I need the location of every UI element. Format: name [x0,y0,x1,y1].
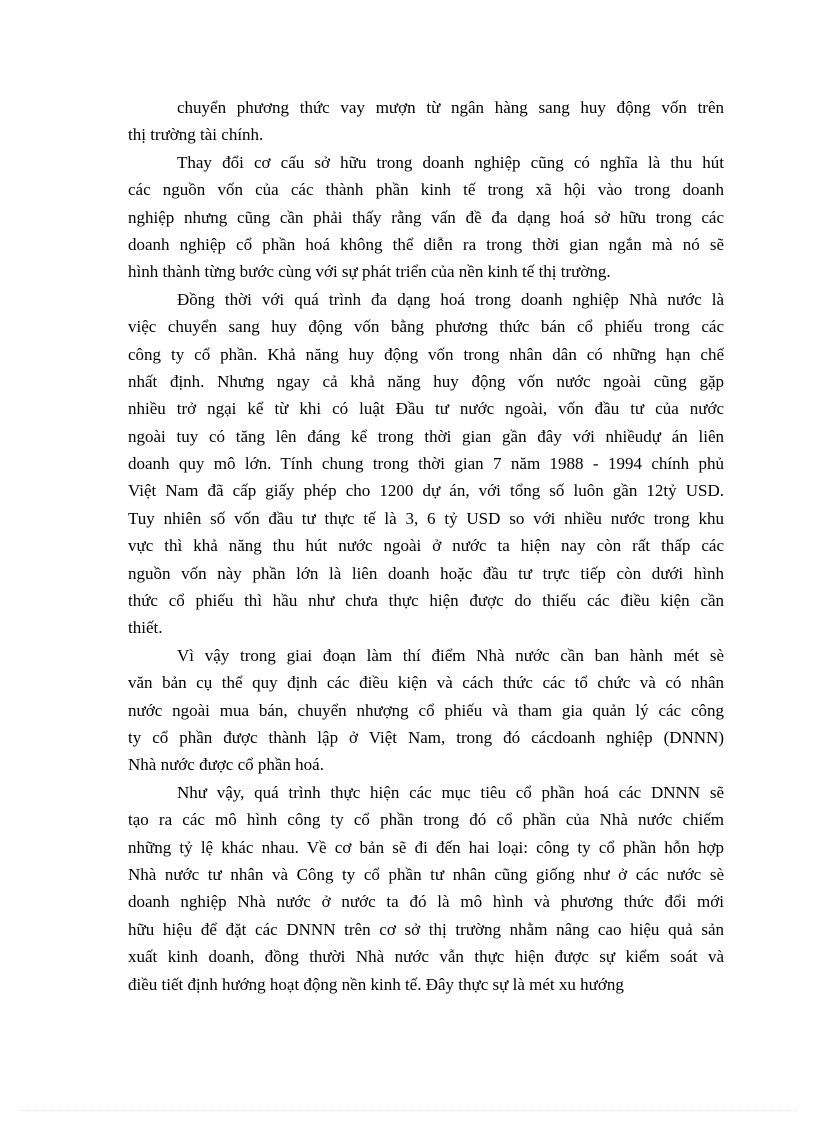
text-line: doanh quy mô lớn. Tính chung trong thời gian 7 năm 1988 - 1994 chính phủ [128,454,724,474]
paragraph-1 [128,94,724,149]
text-line: Nhà nước được cổ phần hoá. [128,755,324,775]
text-line: nghiệp nhưng cũng cần phải thấy rằng vấn đề đa dạng hoá sở hữu trong các [128,207,724,227]
text-line: nhiều trở ngại kể từ khi có luật Đầu tư nước ngoài, vốn đầu tư của nước [128,399,724,419]
text-line: điều tiết định hướng hoạt động nền kinh tế. Đây thực sự là mét xu hướng [128,974,624,994]
text-line: nguồn vốn này phần lớn là liên doanh hoặc đầu tư trực tiếp còn dưới hình [128,563,724,583]
paragraph-4 [128,642,724,779]
paragraph-2 [128,149,724,286]
text-line: Tuy nhiên số vốn đầu tư thực tế là 3, 6 tỷ USD so với nhiều nước trong khu [128,508,724,528]
text-line: hình thành từng bước cùng với sự phát triển của nền kinh tế thị trường. [128,262,611,282]
text-line: công ty cổ phần. Khả năng huy động vốn trong nhân dân có những hạn chế [128,344,724,364]
document-body [128,94,724,998]
text-line: chuyển phương thức vay mượn từ ngân hàng sang huy động vốn trên [177,98,724,117]
text-line: ty cổ phần được thành lập ở Việt Nam, trong đó cácdoanh nghiệp (DNNN) [128,727,724,747]
text-line: tạo ra các mô hình công ty cổ phần trong đó cổ phần của Nhà nước chiếm [128,810,724,830]
text-line: thiết. [128,618,163,638]
text-line: Việt Nam đã cấp giấy phép cho 1200 dự án, với tổng số luôn gần 12tỷ USD. [128,481,724,501]
text-line: doanh nghiệp cổ phần hoá không thể diễn ra trong thời gian ngắn mà nó sẽ [128,234,724,254]
text-line: Như vậy, quá trình thực hiện các mục tiêu cổ phần hoá các DNNN sẽ [177,782,724,802]
text-line: việc chuyển sang huy động vốn bằng phương thức bán cổ phiếu trong các [128,317,724,337]
text-line: những tỷ lệ khác nhau. Về cơ bản sẽ đi đến hai loại: công ty cổ phần hỗn hợp [128,837,724,857]
text-line: nhất định. Nhưng ngay cả khả năng huy động vốn nước ngoài cũng gặp [128,371,724,391]
paragraph-5 [128,779,724,998]
text-line: văn bản cụ thể quy định các điều kiện và cách thức các tổ chức và có nhân [128,673,724,693]
text-line: xuất kinh doanh, đồng thười Nhà nước vẫn thực hiện được sự kiểm soát và [128,947,724,967]
text-line: thức cổ phiếu thì hầu như chưa thực hiện được do thiếu các điều kiện cần [128,591,724,611]
text-line: ngoài tuy có tăng lên đáng kể trong thời gian gần đây với nhiềudự án liên [128,426,724,446]
text-line: vực thì khả năng thu hút nước ngoài ở nước ta hiện nay còn rất thấp các [128,536,724,556]
text-line: doanh nghiệp Nhà nước ở nước ta đó là mô hình và phương thức đổi mới [128,892,724,912]
text-line: Nhà nước tư nhân và Công ty cổ phần tư nhân cũng giống như ở các nước sè [128,864,724,884]
text-line: hữu hiệu để đặt các DNNN trên cơ sở thị trường nhằm nâng cao hiệu quả sản [128,919,724,939]
page-bottom-border [20,1110,796,1111]
paragraph-3 [128,286,724,642]
text-line: Vì vậy trong giai đoạn làm thí điểm Nhà nước cần ban hành mét sè [177,645,724,665]
text-line: Thay đổi cơ cấu sở hữu trong doanh nghiệp cũng có nghĩa là thu hút [177,152,724,172]
text-line: thị trường tài chính. [128,125,264,145]
text-line: các nguồn vốn của các thành phần kinh tế trong xã hội vào trong doanh [128,180,724,200]
text-line: Đồng thời với quá trình đa dạng hoá trong doanh nghiệp Nhà nước là [177,289,724,309]
text-line: nước ngoài mua bán, chuyển nhượng cổ phiếu và tham gia quản lý các công [128,700,724,720]
